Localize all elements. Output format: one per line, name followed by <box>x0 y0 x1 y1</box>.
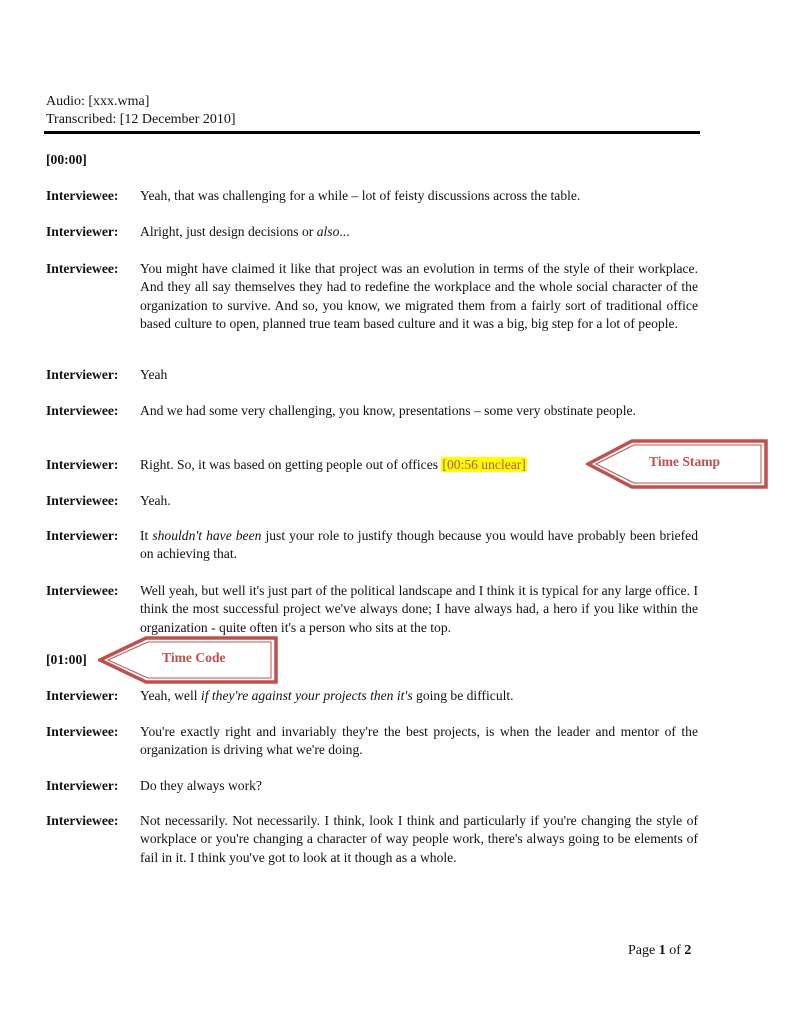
speaker-label: Interviewee: <box>46 813 119 828</box>
speech-text-italic: shouldn't have been <box>152 528 262 543</box>
speech-text-part: going be difficult. <box>412 688 514 703</box>
speech-text-part: Yeah, well <box>140 688 201 703</box>
speaker-label: Interviewer: <box>46 367 119 382</box>
speaker-label: Interviewer: <box>46 778 119 793</box>
speech-text: You're exactly right and invariably they're the best projects, is when the leader and mentor of the organization is driving what we're doing. <box>140 724 698 758</box>
speech-text: Yeah <box>140 367 168 382</box>
transcript-entry <box>46 812 698 867</box>
page-of: of <box>665 943 685 958</box>
speech-text <box>140 223 698 241</box>
speaker-label: Interviewee: <box>46 403 119 418</box>
transcript-entry <box>46 402 698 420</box>
speech-text <box>140 527 698 564</box>
speaker-label: Interviewer: <box>46 688 119 703</box>
speaker-label: Interviewer: <box>46 528 119 543</box>
speaker-label: Interviewee: <box>46 493 119 508</box>
speech-text: Do they always work? <box>140 778 262 793</box>
audio-file-label: Audio: [xxx.wma] <box>46 94 150 109</box>
speech-text: Well yeah, but well it's just part of the political landscape and I think it is typical for any large office. I think the most successful project we've always done; I have always had, a hero if you like within the organization - quite often it's a person who sits at the top. <box>140 583 698 635</box>
speaker-label: Interviewee: <box>46 188 119 203</box>
speech-text-italic: also <box>316 224 340 239</box>
transcript-entry <box>46 723 698 760</box>
speech-text: Yeah, that was challenging for a while – lot of feisty discussions across the table. <box>140 188 581 203</box>
speech-text <box>140 687 698 705</box>
transcript-entry <box>46 492 698 510</box>
speaker-label: Interviewee: <box>46 261 119 276</box>
speech-text-part: Alright, just design decisions or <box>140 224 317 239</box>
time-stamp-callout <box>586 439 768 489</box>
speaker-label: Interviewee: <box>46 583 119 598</box>
transcribed-date-label: Transcribed: [12 December 2010] <box>46 112 236 127</box>
speech-text-part: Right. So, it was based on getting people out of offices <box>140 457 442 472</box>
time-stamp-callout-label: Time Stamp <box>649 454 721 469</box>
transcript-header <box>46 93 236 129</box>
speaker-label: Interviewee: <box>46 724 119 739</box>
speech-text-part: ... <box>339 224 350 239</box>
page-total: 2 <box>684 943 692 958</box>
transcript-entry <box>46 582 698 637</box>
timecode-01-00: [01:00] <box>46 652 87 667</box>
transcript-entry <box>46 527 698 564</box>
header-divider <box>44 131 700 134</box>
transcript-entry <box>46 223 698 241</box>
speech-text-part: It <box>140 528 153 543</box>
speaker-label: Interviewer: <box>46 457 119 472</box>
unclear-timestamp-highlight: [00:56 unclear] <box>442 457 526 472</box>
page-current: 1 <box>658 943 666 958</box>
page-number <box>628 943 691 959</box>
timecode-00-00: [00:00] <box>46 152 87 167</box>
speaker-label: Interviewer: <box>46 224 119 239</box>
speech-text-part: just your role to justify though because you would have probably been briefed on achieving that. <box>140 528 698 562</box>
transcript-entry <box>46 687 698 705</box>
transcript-entry <box>46 260 698 334</box>
transcript-entry <box>46 366 698 384</box>
speech-text: You might have claimed it like that project was an evolution in terms of the style of their workplace. And they all say themselves they had to redefine the workplace and the whole social character of the organization to survive. And so, you know, we migrated them from a fairly sort of traditional office based culture to open, planned true team based culture and it was a big, big step for a lot of people. <box>140 261 698 332</box>
transcript-entry <box>46 187 698 205</box>
speech-text: Yeah. <box>140 493 171 508</box>
speech-text: And we had some very challenging, you know, presentations – some very obstinate people. <box>140 403 636 418</box>
speech-text: Not necessarily. Not necessarily. I think, look I think and particularly if you're changing the style of workplace or you're changing a character of way people work, there's always going to be elements of fail in it. I think you've got to look at it though as a whole. <box>140 813 698 865</box>
transcript-entry <box>46 777 698 795</box>
page-prefix: Page <box>628 943 659 958</box>
speech-text-italic: if they're against your projects then it's <box>200 688 413 703</box>
time-code-callout-label: Time Code <box>162 650 226 665</box>
time-code-callout <box>98 636 278 684</box>
